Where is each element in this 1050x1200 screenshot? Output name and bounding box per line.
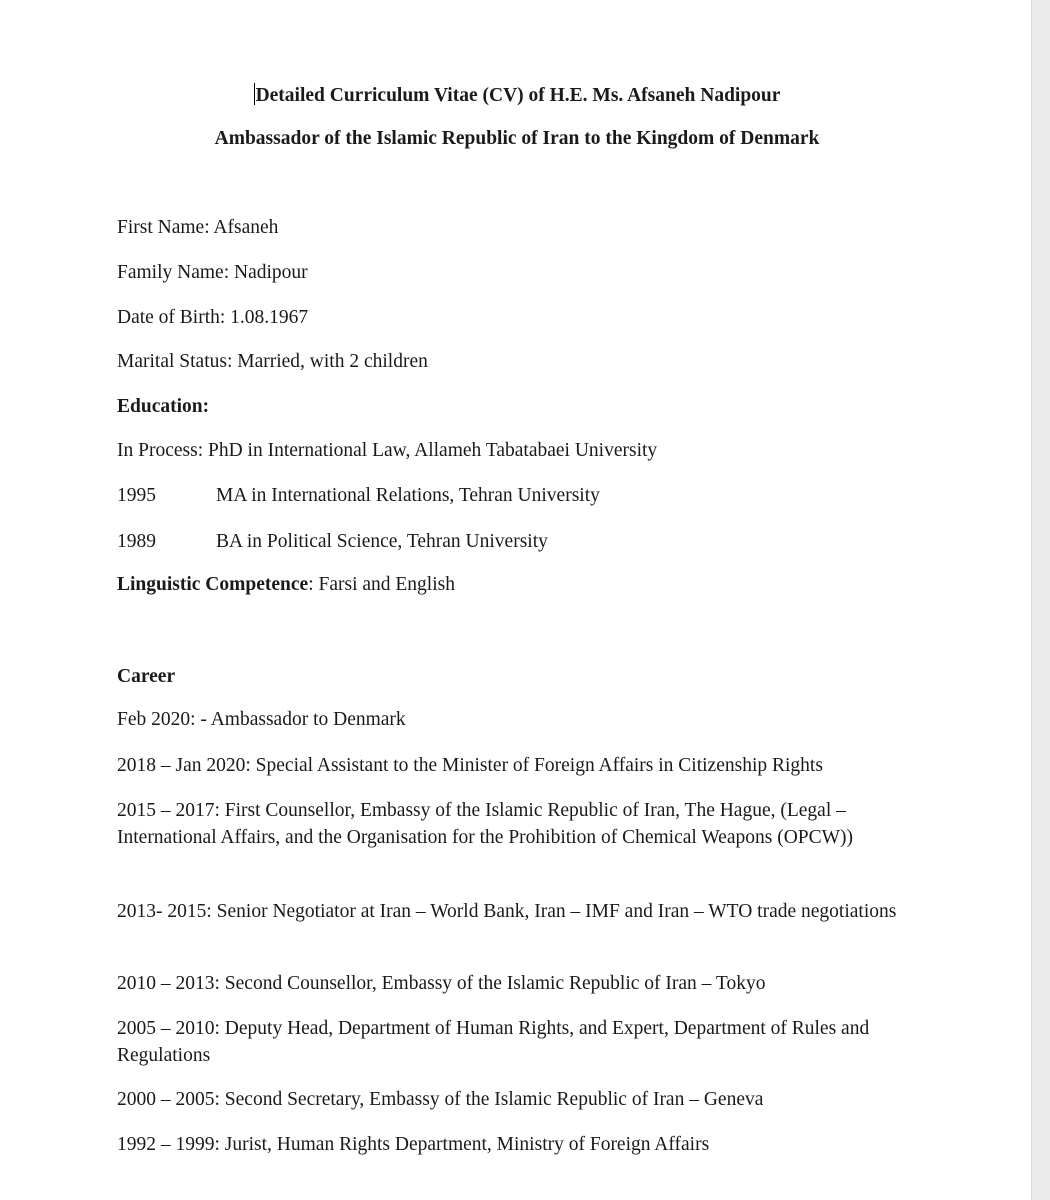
- education-year: 1995: [117, 485, 156, 506]
- first-name-line: First Name: Afsaneh: [117, 217, 279, 238]
- career-heading: Career: [117, 666, 176, 687]
- career-item: 2015 – 2017: First Counsellor, Embassy of the Islamic Republic of Iran, The Hague, (Legal – International Affairs, and the Organisation for the Prohibition of Chemical Weapons (OPCW)): [117, 800, 854, 848]
- education-item: [117, 482, 600, 509]
- document-title-text: Detailed Curriculum Vitae (CV) of H.E. Ms. Afsaneh Nadipour: [255, 85, 781, 106]
- education-text: MA in International Relations, Tehran University: [216, 485, 600, 506]
- date-of-birth-line: Date of Birth: 1.08.1967: [117, 307, 309, 328]
- career-item: 2005 – 2010: Deputy Head, Department of Human Rights, and Expert, Department of Rules and Regulations: [117, 1018, 870, 1066]
- linguistic-label: Linguistic Competence: [117, 574, 309, 595]
- education-heading: Education:: [117, 396, 210, 417]
- education-text: BA in Political Science, Tehran University: [216, 531, 548, 552]
- education-in-process: In Process: PhD in International Law, Allameh Tabatabaei University: [117, 440, 658, 461]
- education-year: 1989: [117, 531, 156, 552]
- education-item: [117, 528, 548, 555]
- document-subtitle: Ambassador of the Islamic Republic of Iran to the Kingdom of Denmark: [214, 128, 820, 149]
- family-name-line: Family Name: Nadipour: [117, 262, 308, 283]
- document-title: [0, 83, 1034, 108]
- text-cursor: [254, 83, 255, 105]
- linguistic-competence-line: [117, 571, 455, 598]
- career-item: 2010 – 2013: Second Counsellor, Embassy of the Islamic Republic of Iran – Tokyo: [117, 973, 766, 994]
- career-item: 1992 – 1999: Jurist, Human Rights Department, Ministry of Foreign Affairs: [117, 1134, 710, 1155]
- marital-status-line: Marital Status: Married, with 2 children: [117, 351, 428, 372]
- career-item: 2018 – Jan 2020: Special Assistant to the Minister of Foreign Affairs in Citizenship Rights: [117, 755, 823, 776]
- career-item: 2013- 2015: Senior Negotiator at Iran – World Bank, Iran – IMF and Iran – WTO trade negotiations: [117, 901, 897, 922]
- career-item: 2000 – 2005: Second Secretary, Embassy of the Islamic Republic of Iran – Geneva: [117, 1089, 764, 1110]
- linguistic-value: : Farsi and English: [308, 574, 455, 595]
- scroll-gutter[interactable]: [1031, 0, 1050, 1200]
- career-item: Feb 2020: - Ambassador to Denmark: [117, 709, 406, 730]
